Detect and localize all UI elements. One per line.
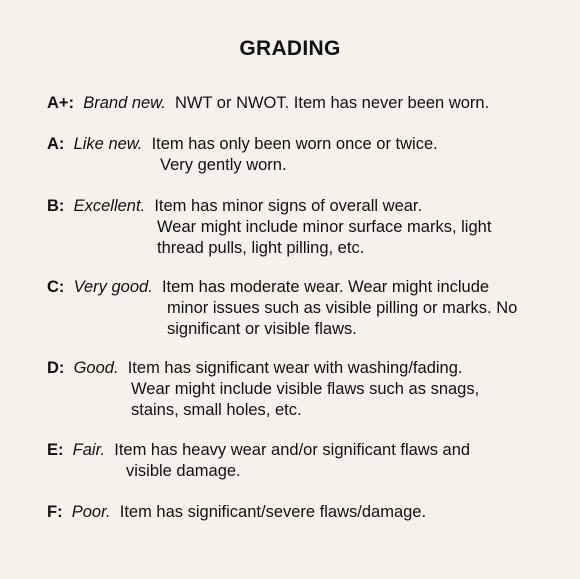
grade-description-continuation: visible damage. xyxy=(126,462,241,480)
grade-entry-first-line xyxy=(47,196,491,217)
grade-entry-first-line xyxy=(47,134,438,155)
grade-description: Item has only been worn once or twice. xyxy=(151,135,438,153)
grade-description: Item has minor signs of overall wear. xyxy=(154,197,423,215)
grade-term: Very good. xyxy=(73,278,153,296)
grade-description-continuation: thread pulls, light pilling, etc. xyxy=(157,239,365,257)
grade-description-continuation: Very gently worn. xyxy=(160,156,287,174)
grade-term: Excellent. xyxy=(73,197,146,215)
grade-label: E: xyxy=(47,441,64,459)
grade-description-continuation: Wear might include minor surface marks, light xyxy=(157,218,492,236)
grade-entry-first-line xyxy=(47,502,426,523)
grade-term: Poor. xyxy=(71,503,111,521)
grade-label: A: xyxy=(47,135,65,153)
grade-label: F: xyxy=(47,503,63,521)
grade-description-continuation: significant or visible flaws. xyxy=(167,320,357,338)
grade-description: NWT or NWOT. Item has never been worn. xyxy=(174,94,490,112)
grade-term: Fair. xyxy=(72,441,106,459)
grade-description-continuation: stains, small holes, etc. xyxy=(131,401,302,419)
grade-term: Brand new. xyxy=(83,94,166,112)
grade-entry-d xyxy=(47,358,479,421)
grade-description: Item has significant/severe flaws/damage. xyxy=(119,503,427,521)
grade-entry-e xyxy=(47,440,470,482)
grade-entry-a-plus xyxy=(47,93,489,114)
grade-entry-first-line xyxy=(47,93,489,114)
grade-label: C: xyxy=(47,278,65,296)
grade-label: A+: xyxy=(47,94,75,112)
grade-description: Item has heavy wear and/or significant flaws and xyxy=(114,441,471,459)
grade-entry-first-line xyxy=(47,358,479,379)
grade-label: B: xyxy=(47,197,65,215)
page-title: GRADING xyxy=(239,37,341,60)
grade-entry-c xyxy=(47,277,517,340)
grade-term: Like new. xyxy=(73,135,143,153)
grade-term: Good. xyxy=(73,359,119,377)
grade-entry-first-line xyxy=(47,277,517,298)
grade-description-continuation: minor issues such as visible pilling or marks. No xyxy=(167,299,518,317)
grade-description-continuation: Wear might include visible flaws such as snags, xyxy=(131,380,480,398)
grade-entry-a xyxy=(47,134,438,176)
grade-entry-f xyxy=(47,502,426,523)
grade-description: Item has significant wear with washing/fading. xyxy=(127,359,463,377)
grade-entry-b xyxy=(47,196,491,259)
grade-label: D: xyxy=(47,359,65,377)
grade-entry-first-line xyxy=(47,440,470,461)
grade-description: Item has moderate wear. Wear might include xyxy=(161,278,490,296)
